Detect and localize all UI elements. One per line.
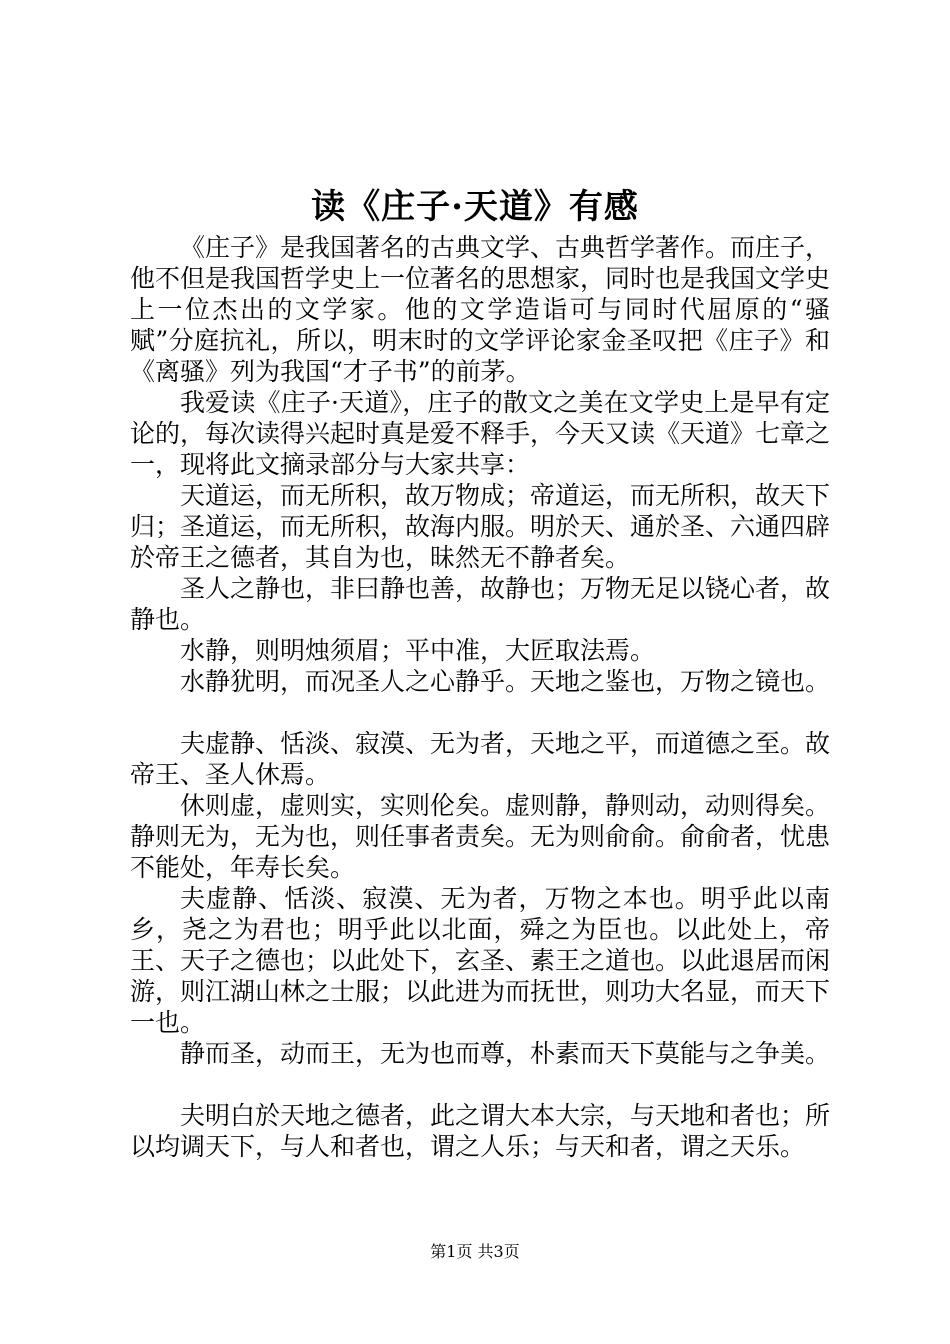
paragraph: 圣人之静也，非曰静也善，故静也；万物无足以铙心者，故静也。 [130, 574, 831, 634]
paragraph: 水静犹明，而况圣人之心静乎。天地之鉴也，万物之镜也。 [180, 667, 831, 696]
paragraph: 夫明白於天地之德者，此之谓大本大宗，与天地和者也；所以均调天下，与人和者也，谓之人乐；与天和者，谓之天乐。 [130, 1101, 831, 1161]
document-body [130, 232, 830, 1162]
paragraph: 我爱读《庄子·天道》，庄子的散文之美在文学史上是早有定论的，每次读得兴起时真是爱不释手，今天又读《天道》七章之一，现将此文摘录部分与大家共享： [130, 388, 831, 479]
paragraph: 《庄子》是我国著名的古典文学、古典哲学著作。而庄子，他不但是我国哲学史上一位著名的思想家，同时也是我国文学史上一位杰出的文学家。他的文学造诣可与同时代屈原的“骚赋”分庭抗礼，所以，明末时的文学评论家金圣叹把《庄子》和《离骚》列为我国“才子书”的前茅。 [130, 233, 831, 386]
paragraph: 静而圣，动而王，无为也而尊，朴素而天下莫能与之争美。 [180, 1039, 831, 1068]
paragraph: 天道运，而无所积，故万物成；帝道运，而无所积，故天下归；圣道运，而无所积，故海内服。明於天、通於圣、六通四辟於帝王之德者，其自为也，昧然无不静者矣。 [130, 481, 831, 572]
paragraph: 水静，则明烛须眉；平中准，大匠取法焉。 [180, 636, 656, 665]
document-title: 读《庄子·天道》有感 [311, 187, 639, 227]
page-number: 第1页 共3页 [430, 1242, 520, 1261]
paragraph: 夫虚静、恬淡、寂漠、无为者，天地之平，而道德之至。故帝王、圣人休焉。 [130, 729, 831, 789]
paragraph: 休则虚，虚则实，实则伦矣。虚则静，静则动，动则得矣。静则无为，无为也，则任事者责矣。无为则俞俞。俞俞者，忧患不能处，年寿长矣。 [130, 791, 831, 882]
paragraph: 夫虚静、恬淡、寂漠、无为者，万物之本也。明乎此以南乡，尧之为君也；明乎此以北面，舜之为臣也。以此处上，帝王、天子之德也；以此处下，玄圣、素王之道也。以此退居而闲游，则江湖山林之士服；以此进为而抚世，则功大名显，而天下一也。 [130, 884, 831, 1037]
